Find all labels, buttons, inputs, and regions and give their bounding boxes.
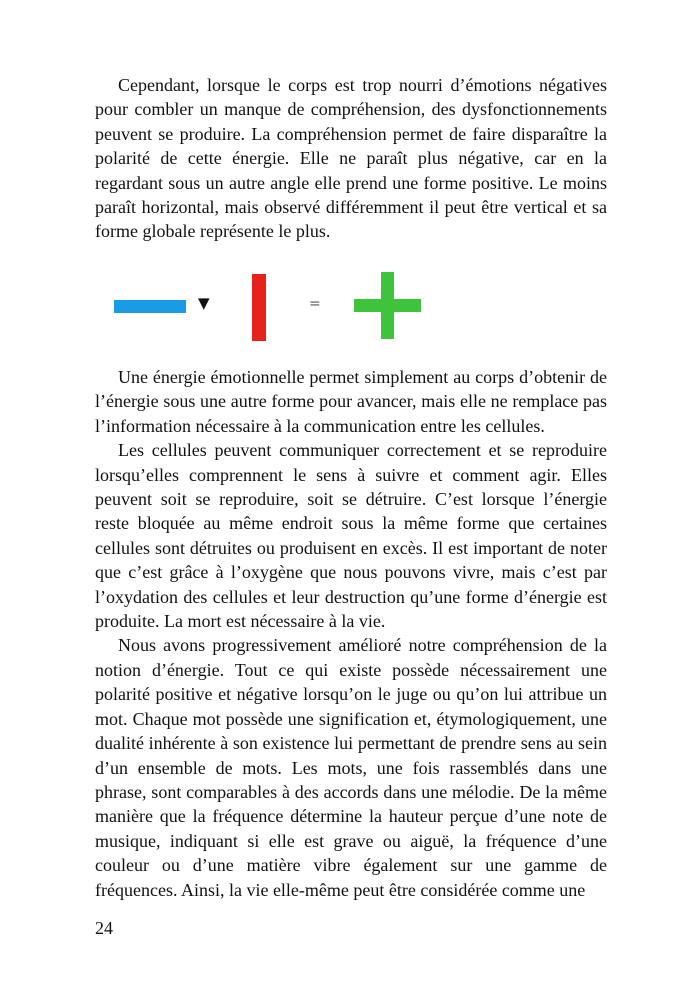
plus-horizontal-stroke bbox=[354, 299, 421, 312]
paragraph-2: Une énergie émotionnelle permet simplement au corps d’obtenir de l’énergie sous une autre forme pour avancer, mais elle ne remplace pas l’information nécessaire à la communication entre les cellules. bbox=[95, 367, 607, 436]
plus-sign-icon bbox=[354, 272, 421, 339]
plus-vertical-stroke bbox=[381, 272, 394, 339]
text-block-bottom bbox=[95, 365, 607, 902]
page-number: 24 bbox=[95, 918, 113, 938]
paragraph-4: Nous avons progressivement amélioré notre compréhension de la notion d’énergie. Tout ce qui existe possède nécessairement une polarité positive et négative lorsqu’on le juge ou qu’on lui attribue un mot. Chaque mot possède une signification et, étymologiquement, une dualité inhérente à son existence lui permettant de prendre sens au sein d’un ensemble de mots. Les mots, une fois rassemblés dans une phrase, sont comparables à des accords dans une mélodie. De la même manière que la fréquence détermine la hauteur perçue d’une note de musique, indiquant si elle est grave ou aiguë, la fréquence d’une couleur ou d’une matière vibre également sur une gamme de fréquences. Ainsi, la vie elle-même peut être considérée comme une bbox=[95, 635, 607, 900]
equals-sign: = bbox=[309, 296, 321, 312]
paragraph-3: Les cellules peuvent communiquer correctement et se reproduire lorsqu’elles comprennent le sens à suivre et comment agir. Elles peuvent soit se reproduire, soit se détruire. C’est lorsque l’énergie reste bloquée au même endroit sous la même forme que certaines cellules sont détruites ou produisent en excès. Il est important de noter que c’est grâce à l’oxygène que nous pouvons vivre, mais c’est par l’oxydation des cellules et leur destruction qu’une forme d’énergie est produite. La mort est nécessaire à la vie. bbox=[95, 440, 607, 632]
text-block-top bbox=[95, 73, 607, 244]
minus-sign-icon bbox=[114, 300, 186, 313]
vertical-bar-icon bbox=[252, 274, 266, 341]
arrow-down-icon: ▼ bbox=[198, 294, 210, 312]
paragraph-1: Cependant, lorsque le corps est trop nourri d’émotions négatives pour combler un manque de compréhension, des dysfonctionnements peuvent se produire. La compréhension permet de faire disparaître la polarité de cette énergie. Elle ne paraît plus négative, car en la regardant sous un autre angle elle prend une forme positive. Le moins paraît horizontal, mais observé différemment il peut être vertical et sa forme globale représente le plus. bbox=[95, 75, 607, 242]
